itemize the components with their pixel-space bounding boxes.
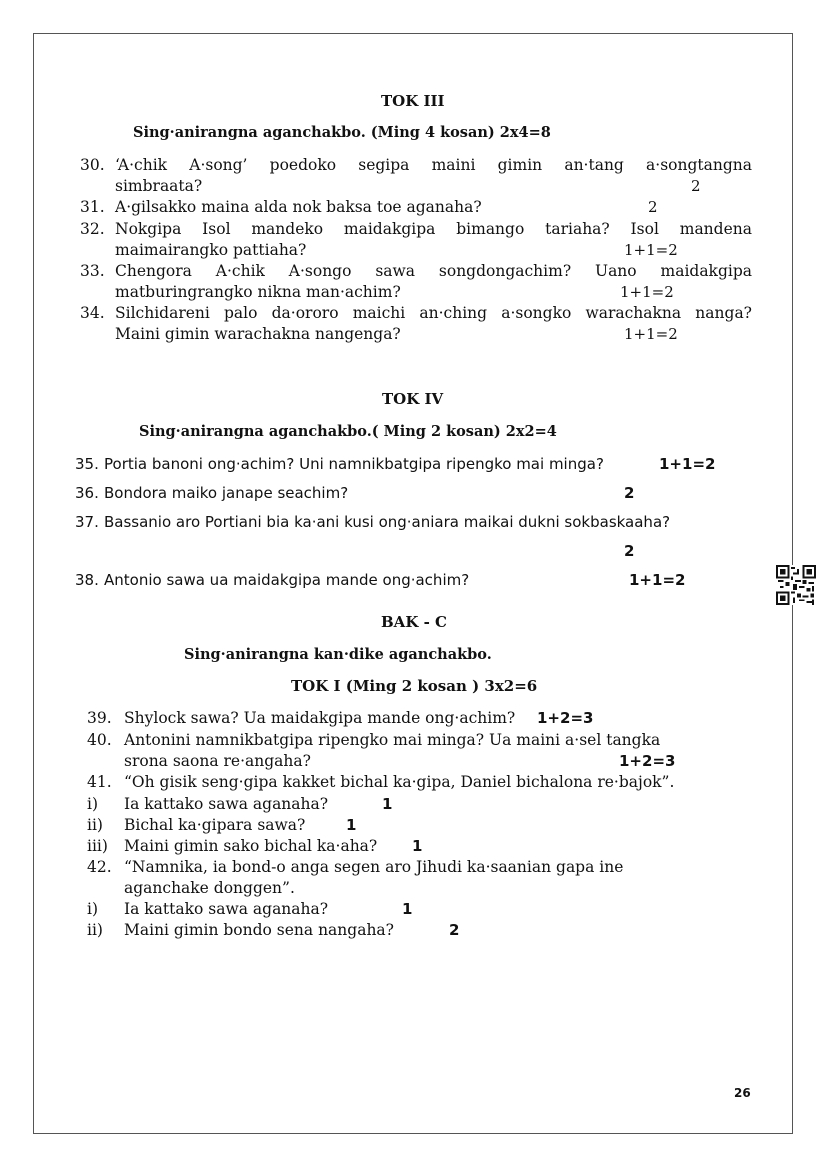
question-text: A·gilsakko maina alda nok baksa toe aganaha? xyxy=(115,198,482,216)
qr-code-icon xyxy=(776,565,816,605)
question-text: Nokgipa Isol mandeko maidakgipa bimango tariaha? Isol mandena xyxy=(115,220,752,238)
subquestion-number: iii) xyxy=(87,837,108,855)
question-text: ‘A·chik A·song’ poedoko segipa maini gimin an·tang a·songtangna xyxy=(115,156,752,174)
question-text: Antonini namnikbatgipa ripengko mai minga? Ua maini a·sel tangka xyxy=(124,731,661,749)
tok3-instruction: Sing·anirangna aganchakbo. (Ming 4 kosan) 2x4=8 xyxy=(133,124,551,141)
question-marks: 1+1=2 xyxy=(624,241,678,259)
subquestion-marks: 1 xyxy=(382,795,393,813)
question-marks: 1+1=2 xyxy=(620,283,674,301)
subquestion-text: Maini gimin sako bichal ka·aha? xyxy=(124,837,378,855)
subquestion-number: i) xyxy=(87,795,99,813)
question-text-cont: Maini gimin warachakna nangenga? xyxy=(115,325,401,343)
question-text: Bondora maiko janape seachim? xyxy=(104,484,349,502)
question-number: 39. xyxy=(87,709,112,727)
question-number: 42. xyxy=(87,858,112,876)
question-marks: 2 xyxy=(624,484,635,502)
subquestion-text: Ia kattako sawa aganaha? xyxy=(124,900,329,918)
tok4-instruction: Sing·anirangna aganchakbo.( Ming 2 kosan) 2x2=4 xyxy=(139,423,557,440)
subquestion-marks: 2 xyxy=(449,921,460,939)
question-text: Antonio sawa ua maidakgipa mande ong·achim? xyxy=(104,571,470,589)
question-text: Chengora A·chik A·songo sawa songdongachim? Uano maidakgipa xyxy=(115,262,752,280)
question-text-cont: srona saona re·angaha? xyxy=(124,752,311,770)
question-text: Shylock sawa? Ua maidakgipa mande ong·achim? xyxy=(124,709,516,727)
question-marks: 1+1=2 xyxy=(624,325,678,343)
question-marks: 1+2=3 xyxy=(619,752,676,770)
page-number: 26 xyxy=(734,1086,751,1100)
question-text: Silchidareni palo da·ororo maichi an·ching a·songko warachakna nanga? xyxy=(115,304,752,322)
bakc-title: BAK - C xyxy=(381,613,447,631)
bakc-instruction: Sing·anirangna kan·dike aganchakbo. xyxy=(184,646,492,663)
subquestion-number: i) xyxy=(87,900,99,918)
question-marks: 2 xyxy=(648,198,658,216)
question-text-cont: matburingrangko nikna man·achim? xyxy=(115,283,401,301)
subquestion-marks: 1 xyxy=(402,900,413,918)
question-marks: 2 xyxy=(691,177,701,195)
subquestion-number: ii) xyxy=(87,816,103,834)
question-text: Bassanio aro Portiani bia ka·ani kusi ong·aniara maikai dukni sokbaskaaha? xyxy=(104,513,671,531)
question-number: 35. xyxy=(75,455,99,473)
question-number: 31. xyxy=(80,198,105,216)
question-number: 33. xyxy=(80,262,105,280)
question-number: 30. xyxy=(80,156,105,174)
subquestion-marks: 1 xyxy=(346,816,357,834)
question-quote: “Oh gisik seng·gipa kakket bichal ka·gipa, Daniel bichalona re·bajok”. xyxy=(124,773,675,791)
question-number: 37. xyxy=(75,513,99,531)
question-number: 32. xyxy=(80,220,105,238)
question-number: 36. xyxy=(75,484,99,502)
question-number: 38. xyxy=(75,571,99,589)
subquestion-text: Bichal ka·gipara sawa? xyxy=(124,816,306,834)
question-quote: “Namnika, ia bond-o anga segen aro Jihudi ka·saanian gapa ine xyxy=(124,858,624,876)
question-text: Portia banoni ong·achim? Uni namnikbatgipa ripengko mai minga? xyxy=(104,455,604,473)
question-marks: 1+2=3 xyxy=(537,709,594,727)
bakc-tok1-title: TOK I (Ming 2 kosan ) 3x2=6 xyxy=(291,677,538,695)
question-marks: 1+1=2 xyxy=(659,455,716,473)
tok3-title: TOK III xyxy=(381,92,445,110)
subquestion-text: Ia kattako sawa aganaha? xyxy=(124,795,329,813)
question-number: 34. xyxy=(80,304,105,322)
question-quote-cont: aganchake donggen”. xyxy=(124,879,295,897)
question-text-cont: maimairangko pattiaha? xyxy=(115,241,307,259)
question-marks: 2 xyxy=(624,542,635,560)
question-text-cont: simbraata? xyxy=(115,177,203,195)
subquestion-text: Maini gimin bondo sena nangaha? xyxy=(124,921,394,939)
question-number: 40. xyxy=(87,731,112,749)
tok4-title: TOK IV xyxy=(382,390,444,408)
subquestion-marks: 1 xyxy=(412,837,423,855)
question-number: 41. xyxy=(87,773,112,791)
subquestion-number: ii) xyxy=(87,921,103,939)
question-marks: 1+1=2 xyxy=(629,571,686,589)
